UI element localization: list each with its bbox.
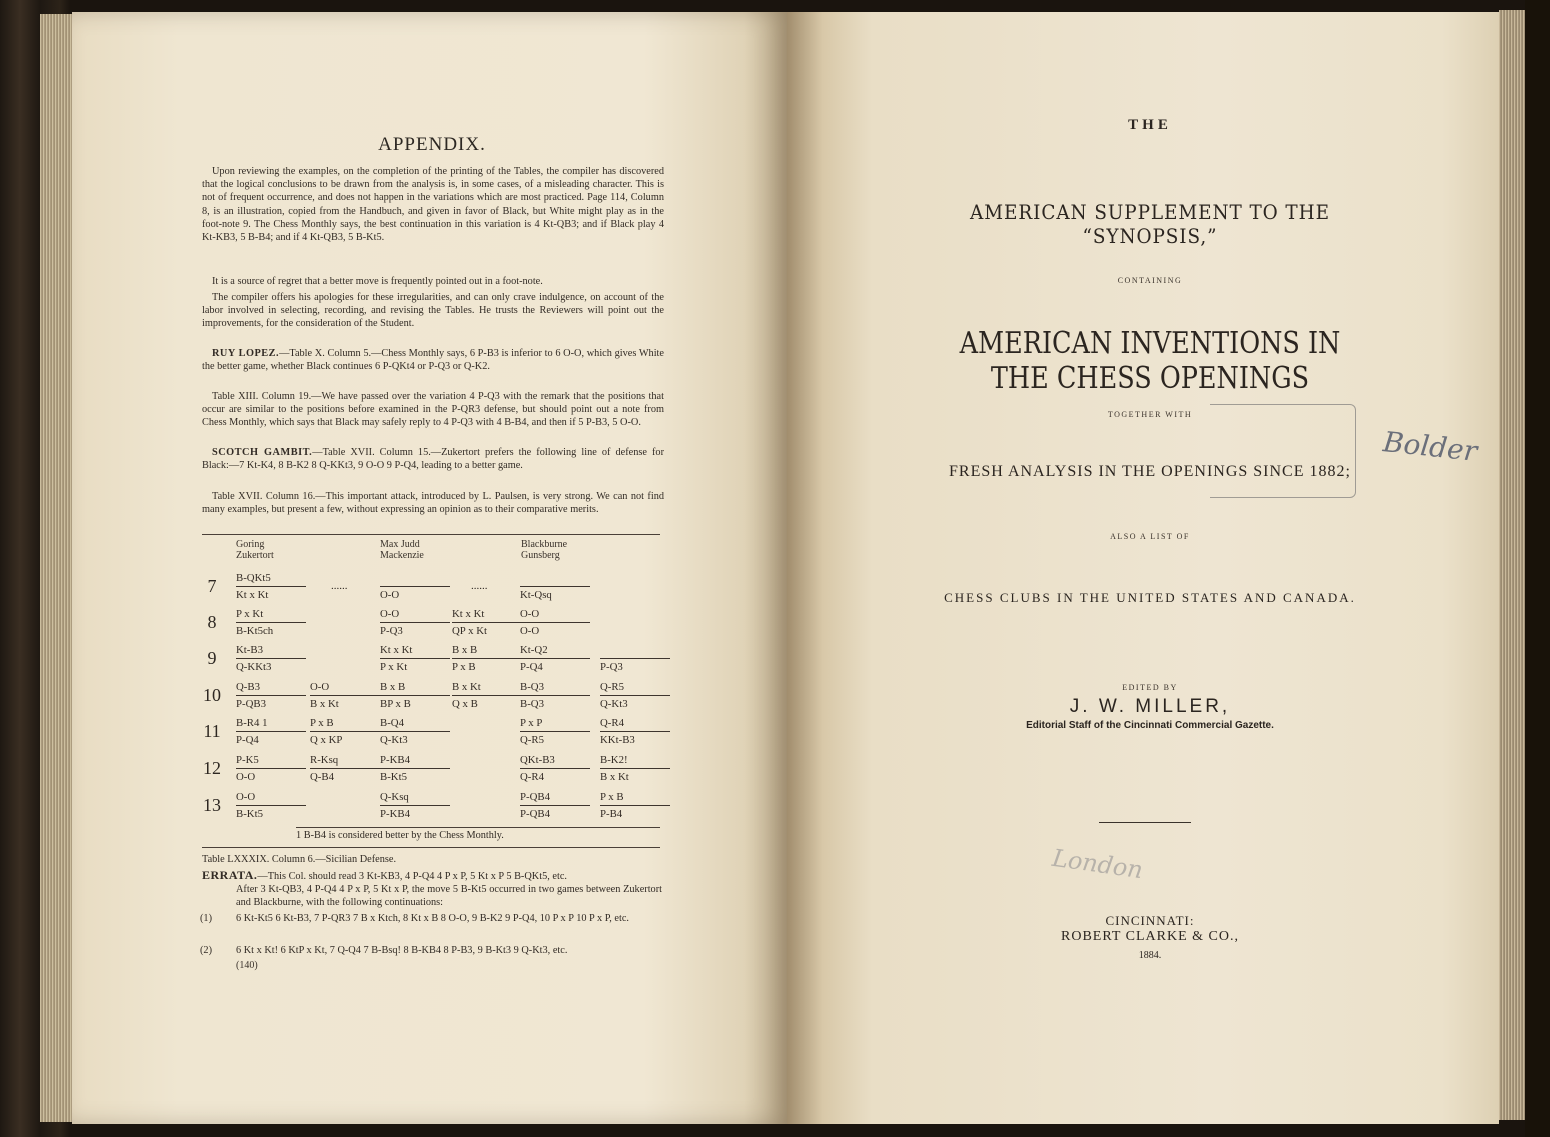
move-number-12: 12 — [203, 758, 221, 778]
imprint-year: 1884. — [1138, 950, 1162, 961]
black-move: P-Q4 — [236, 734, 259, 746]
white-move: QKt-B3 — [520, 753, 590, 769]
move-cell — [380, 643, 450, 674]
appendix-title: APPENDIX. — [378, 134, 486, 155]
move-cell — [310, 680, 380, 711]
errata-item-1-number: (1) — [200, 913, 213, 924]
errata-heading: ERRATA. — [202, 868, 258, 882]
white-move: P-KB4 — [380, 753, 450, 769]
white-move: B-R4 1 — [236, 716, 306, 732]
white-move: O-O — [380, 607, 450, 623]
also-a-list-label: ALSO A LIST OF — [1110, 532, 1190, 541]
column-head-1 — [236, 539, 274, 561]
table-lxxxix-note: Table LXXXIX. Column 6.—Sicilian Defense. — [202, 854, 397, 865]
move-cell — [600, 680, 670, 711]
black-move: Q-B4 — [310, 771, 334, 783]
table-top-rule — [202, 534, 660, 535]
ellipsis-col-4: ...... — [471, 580, 488, 592]
move-number-8: 8 — [207, 612, 217, 632]
white-move — [600, 643, 670, 659]
imprint-publisher: ROBERT CLARKE & CO., — [1061, 929, 1239, 944]
move-cell — [236, 680, 306, 711]
edited-by-label: EDITED BY — [1122, 683, 1178, 692]
table-bottom-rule — [202, 847, 660, 848]
black-move: P x Kt — [380, 661, 408, 673]
black-move: B-Q3 — [520, 698, 544, 710]
black-move: B-Kt5ch — [236, 625, 274, 637]
errata-item-1: 6 Kt-Kt5 6 Kt-B3, 7 P-QR3 7 B x Ktch, 8 Kt x B 8 O-O, 9 B-K2 9 P-Q4, 10 P x P 10 P x P, etc. — [236, 913, 630, 924]
white-move: P-QB4 — [520, 790, 590, 806]
column-head-1-white: Goring — [236, 539, 265, 550]
ellipsis-col-2: ...... — [331, 580, 348, 592]
ruy-lopez-text: —Table X. Column 5.—Chess Monthly says, 6 P-B3 is inferior to 6 O-O, which gives White the better game, whether Black continues 6 P-QKt4 or P-Q3 or Q-K2. — [202, 348, 664, 373]
scotch-gambit-heading: SCOTCH GAMBIT. — [212, 447, 313, 458]
column-head-2-black: Mackenzie — [380, 550, 424, 561]
white-move: B x B — [380, 680, 450, 696]
page-edges-right — [1499, 10, 1525, 1120]
move-number-9: 9 — [207, 648, 217, 668]
title-supplement: AMERICAN SUPPLEMENT TO THE “SYNOPSIS,” — [970, 200, 1330, 248]
black-move: Kt x Kt — [236, 589, 269, 601]
move-cell — [452, 607, 522, 638]
move-number-7: 7 — [207, 576, 217, 596]
white-move: P x B — [600, 790, 670, 806]
white-move: B-Q3 — [520, 680, 590, 696]
errata-continuation: After 3 Kt-QB3, 4 P-Q4 4 P x P, 5 Kt x P, the move 5 B-Kt5 occurred in two games between Zukertort and Blackburne, with the following continuations: — [236, 884, 662, 909]
black-move: P-QB4 — [520, 808, 550, 820]
black-move: Q x KP — [310, 734, 343, 746]
move-cell — [236, 643, 306, 674]
subtitle-chess-clubs: CHESS CLUBS IN THE UNITED STATES AND CANADA. — [944, 590, 1356, 605]
scotch-gambit-text: —Table XVII. Column 15.—Zukertort prefers the following line of defense for Black:—7 Kt-K4, 8 B-K2 8 Q-KKt3, 9 O-O 9 P-Q4, leading to a better game. — [202, 447, 664, 472]
column-head-3 — [521, 539, 567, 561]
black-move: Q-Kt3 — [380, 734, 408, 746]
title-inventions: AMERICAN INVENTIONS IN THE CHESS OPENINGS — [959, 326, 1341, 396]
errata-item-2-number: (2) — [200, 945, 213, 956]
handwritten-annotation-london: London — [1050, 843, 1145, 885]
move-cell — [520, 571, 590, 602]
black-move: B x Kt — [310, 698, 339, 710]
black-move: O-O — [520, 625, 540, 637]
black-move: P-Q3 — [600, 661, 623, 673]
black-move: BP x B — [380, 698, 411, 710]
title-the: THE — [1128, 117, 1172, 133]
move-number-10: 10 — [203, 685, 221, 705]
white-move: P-K5 — [236, 753, 306, 769]
move-cell — [520, 680, 590, 711]
move-cell — [380, 607, 450, 638]
move-cell — [380, 716, 450, 747]
white-move: O-O — [310, 680, 380, 696]
white-move — [520, 571, 590, 587]
move-cell — [600, 716, 670, 747]
move-cell — [520, 607, 590, 638]
black-move: QP x Kt — [452, 625, 487, 637]
white-move — [380, 571, 450, 587]
appendix-paragraph-1: Upon reviewing the examples, on the completion of the printing of the Tables, the compiler has discovered that the logical conclusions to be drawn from the analysis is, in some cases, of a misleading character. This is not of frequent occurrence, and does not happen in the variations which are most practiced. Page 114, Column 8, is an illustration, copied from the Handbuch, and given in favor of Black, but White might play as in the foot-note 9. The Chess Monthly says, the best continuation in this variation is 4 Kt-QB3; and if Black play 4 Kt-KB3, 5 B-B4; and if 4 Kt-QB3, 5 B-Kt5. — [202, 166, 664, 244]
move-cell — [380, 753, 450, 784]
white-move: Q-R4 — [600, 716, 670, 732]
black-move: B-Kt5 — [236, 808, 263, 820]
editor-affiliation: Editorial Staff of the Cincinnati Commercial Gazette. — [1026, 720, 1274, 731]
move-cell — [520, 753, 590, 784]
footnote-rule — [296, 827, 660, 828]
move-cell — [310, 716, 380, 747]
black-move: P-B4 — [600, 808, 623, 820]
errata-note — [202, 869, 672, 883]
white-move: O-O — [236, 790, 306, 806]
white-move: P x Kt — [236, 607, 306, 623]
errata-text: —This Col. should read 3 Kt-KB3, 4 P-Q4 4 P x P, 5 Kt x P 5 B-QKt5, etc. — [257, 871, 567, 882]
move-cell — [310, 753, 380, 784]
move-cell — [600, 753, 670, 784]
black-move: Q-R5 — [520, 734, 544, 746]
move-cell — [236, 753, 306, 784]
move-cell — [520, 790, 590, 821]
move-cell — [452, 680, 522, 711]
move-cell — [600, 643, 670, 674]
column-head-3-black: Gunsberg — [521, 550, 560, 561]
column-head-2 — [380, 539, 424, 561]
move-cell — [380, 790, 450, 821]
black-move: O-O — [236, 771, 256, 783]
imprint-rule — [1099, 822, 1191, 823]
page-number: (140) — [236, 960, 258, 971]
move-cell — [520, 643, 590, 674]
white-move: P x P — [520, 716, 590, 732]
black-move: O-O — [380, 589, 400, 601]
black-move: B x Kt — [600, 771, 629, 783]
move-cell — [236, 571, 306, 602]
white-move: P x B — [310, 716, 380, 732]
move-number-13: 13 — [203, 795, 221, 815]
black-move: Q-KKt3 — [236, 661, 272, 673]
black-move: B-Kt5 — [380, 771, 407, 783]
scotch-gambit-note — [202, 446, 664, 472]
move-cell — [380, 571, 450, 602]
move-cell — [520, 716, 590, 747]
move-cell — [236, 607, 306, 638]
white-move: B-QKt5 — [236, 571, 306, 587]
handwritten-annotation-bolder: Bolder — [1381, 425, 1479, 468]
column-head-2-white: Max Judd — [380, 539, 420, 550]
white-move: B-K2! — [600, 753, 670, 769]
move-number-11: 11 — [203, 721, 221, 741]
move-cell — [600, 790, 670, 821]
column-head-3-white: Blackburne — [521, 539, 568, 550]
black-move: P-QB3 — [236, 698, 266, 710]
black-move: KKt-B3 — [600, 734, 635, 746]
footnote: 1 B-B4 is considered better by the Chess Monthly. — [296, 830, 504, 841]
white-move: R-Ksq — [310, 753, 380, 769]
together-with-label: TOGETHER WITH — [1107, 410, 1193, 419]
black-move: P-KB4 — [380, 808, 410, 820]
containing-label: CONTAINING — [1117, 276, 1183, 285]
white-move: Kt x Kt — [452, 607, 522, 623]
imprint-city: CINCINNATI: — [1105, 913, 1195, 928]
move-cell — [236, 716, 306, 747]
page-edges-left — [40, 14, 72, 1122]
white-move: Kt-B3 — [236, 643, 306, 659]
pencil-bracket — [1210, 404, 1356, 498]
appendix-paragraph-3: The compiler offers his apologies for these irregularities, and can only crave indulgence, on account of the labor involved in selecting, recording, and revising the Tables. He trusts the Reviewers will point out the improvements, for the consideration of the Student. — [202, 292, 664, 330]
white-move: Q-R5 — [600, 680, 670, 696]
black-move: Q-Kt3 — [600, 698, 628, 710]
move-cell — [452, 643, 522, 674]
table-xvii-note: Table XVII. Column 16.—This important attack, introduced by L. Paulsen, is very strong. We can not find many examples, but present a few, without expressing an opinion as to their comparative merits. — [202, 491, 664, 516]
move-cell — [236, 790, 306, 821]
book-cover-edge — [1525, 0, 1550, 1137]
black-move: P-Q3 — [380, 625, 403, 637]
black-move: P-Q4 — [520, 661, 543, 673]
black-move: Q x B — [452, 698, 478, 710]
ruy-lopez-heading: RUY LOPEZ. — [212, 348, 280, 359]
white-move: Kt-Q2 — [520, 643, 590, 659]
ruy-lopez-note — [202, 347, 664, 373]
white-move: Kt x Kt — [380, 643, 450, 659]
move-cell — [380, 680, 450, 711]
white-move: B-Q4 — [380, 716, 450, 732]
black-move: Q-R4 — [520, 771, 544, 783]
white-move: B x Kt — [452, 680, 522, 696]
subtitle-fresh-analysis: FRESH ANALYSIS IN THE OPENINGS SINCE 1882; — [949, 463, 1351, 480]
table-xiii-note: Table XIII. Column 19.—We have passed over the variation 4 P-Q3 with the remark that the positions that occur are similar to the positions before examined in the P-QR3 defense, but should point out a note from Chess Monthly, which says that Black may safely reply to 4 P-Q3 with 4 B-B4, and then if 5 P-B3, 5 O-O. — [202, 391, 664, 429]
errata-item-2: 6 Kt x Kt! 6 KtP x Kt, 7 Q-Q4 7 B-Bsq! 8 B-KB4 8 P-B3, 9 B-Kt3 9 Q-Kt3, etc. — [236, 945, 568, 956]
appendix-paragraph-2: It is a source of regret that a better move is frequently pointed out in a foot-note. — [212, 276, 543, 287]
column-head-1-black: Zukertort — [236, 550, 274, 561]
white-move: O-O — [520, 607, 590, 623]
black-move: P x B — [452, 661, 476, 673]
black-move: Kt-Qsq — [520, 589, 552, 601]
white-move: Q-Ksq — [380, 790, 450, 806]
white-move: Q-B3 — [236, 680, 306, 696]
white-move: B x B — [452, 643, 522, 659]
editor-name: J. W. MILLER, — [1069, 696, 1231, 717]
